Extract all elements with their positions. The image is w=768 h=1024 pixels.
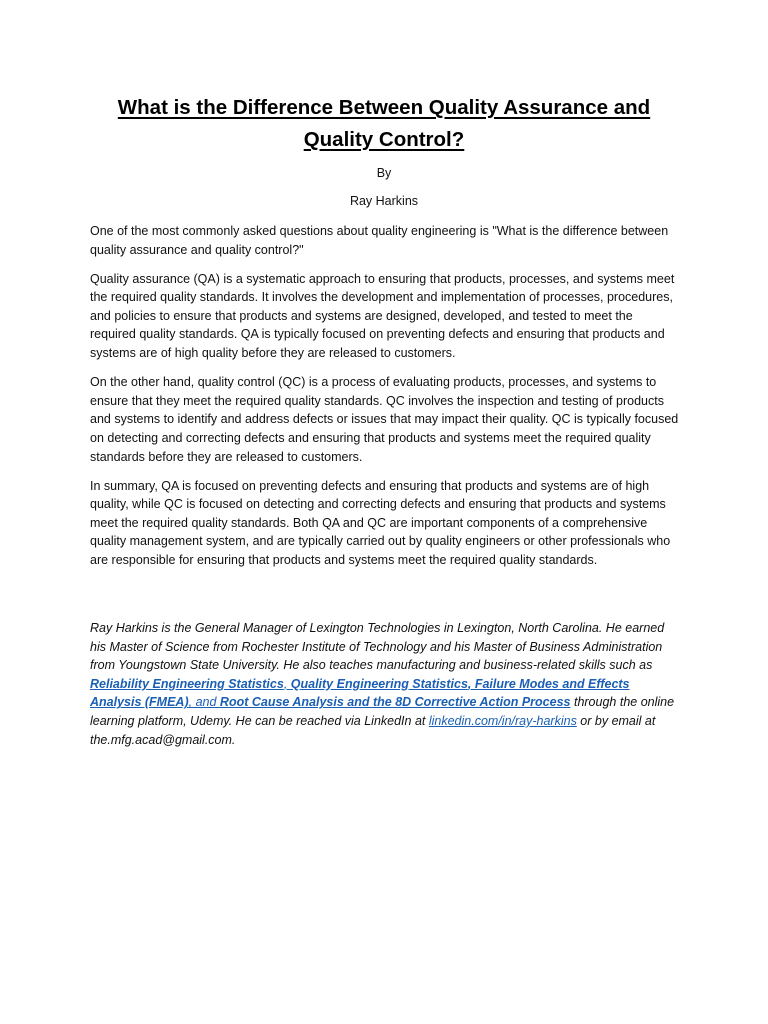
bio-middle-text: through the online learning platform, Udemy. He can be reached via LinkedIn at: [90, 695, 675, 728]
author-name: Ray Harkins: [349, 194, 419, 208]
link-fmea[interactable]: Failure Modes and Effects Analysis (FMEA): [90, 676, 630, 710]
byline: By: [376, 166, 392, 180]
paragraph-quality-assurance: Quality assurance (QA) is a systematic approach to ensuring that products, processes, and systems meet the required quality standards. It involves the development and implementation of processes, procedures, and policies to ensure that products and systems are designed, developed, and tested to meet the required quality standards. QA is typically focused on preventing defects and ensuring that products and systems are of high quality before they are released to customers.: [90, 271, 675, 361]
bio-intro-text: Ray Harkins is the General Manager of Lexington Technologies in Lexington, North Carolina. He earned his Master of Science from Rochester Institute of Technology and his Master of Business Administration from Youngstown State University. He also teaches manufacturing and business-related skills such as: [90, 621, 665, 673]
bio-separator: , and: [188, 695, 220, 710]
link-reliability-engineering-statistics[interactable]: Reliability Engineering Statistics: [90, 676, 284, 691]
link-linkedin-profile[interactable]: linkedin.com/in/ray-harkins: [428, 713, 577, 728]
paragraph-quality-control: On the other hand, quality control (QC) is a process of evaluating products, processes, and systems to ensure that they meet the required quality standards. QC involves the inspection and testing of products and systems to identify and address defects or issues that may impact their quality. QC is typically focused on detecting and correcting defects and ensuring that products and systems meet the required quality standards before they are released to customers.: [90, 375, 679, 464]
bio-separator: ,: [283, 676, 291, 691]
document-title: What is the Difference Between Quality Assurance and Quality Control?: [117, 96, 651, 151]
paragraph-intro: One of the most commonly asked questions about quality engineering is "What is the difference between quality assurance and quality control?": [90, 224, 669, 257]
bio-separator: ,: [467, 676, 475, 691]
paragraph-summary: In summary, QA is focused on preventing defects and ensuring that products and systems are of high quality, while QC is focused on detecting and correcting defects and ensuring that products and systems meet the required quality standards. Both QA and QC are important components of a comprehensive quality management system, and are typically carried out by quality engineers or other professionals who are responsible for ensuring that products and systems meet the required quality standards.: [90, 478, 671, 567]
link-quality-engineering-statistics[interactable]: Quality Engineering Statistics: [290, 676, 468, 691]
link-root-cause-analysis-8d[interactable]: Root Cause Analysis and the 8D Corrective Action Process: [219, 695, 571, 710]
author-bio: [90, 619, 682, 749]
bio-closing-text: or by email at the.mfg.acad@gmail.com.: [90, 713, 656, 747]
article-body: [90, 222, 682, 580]
